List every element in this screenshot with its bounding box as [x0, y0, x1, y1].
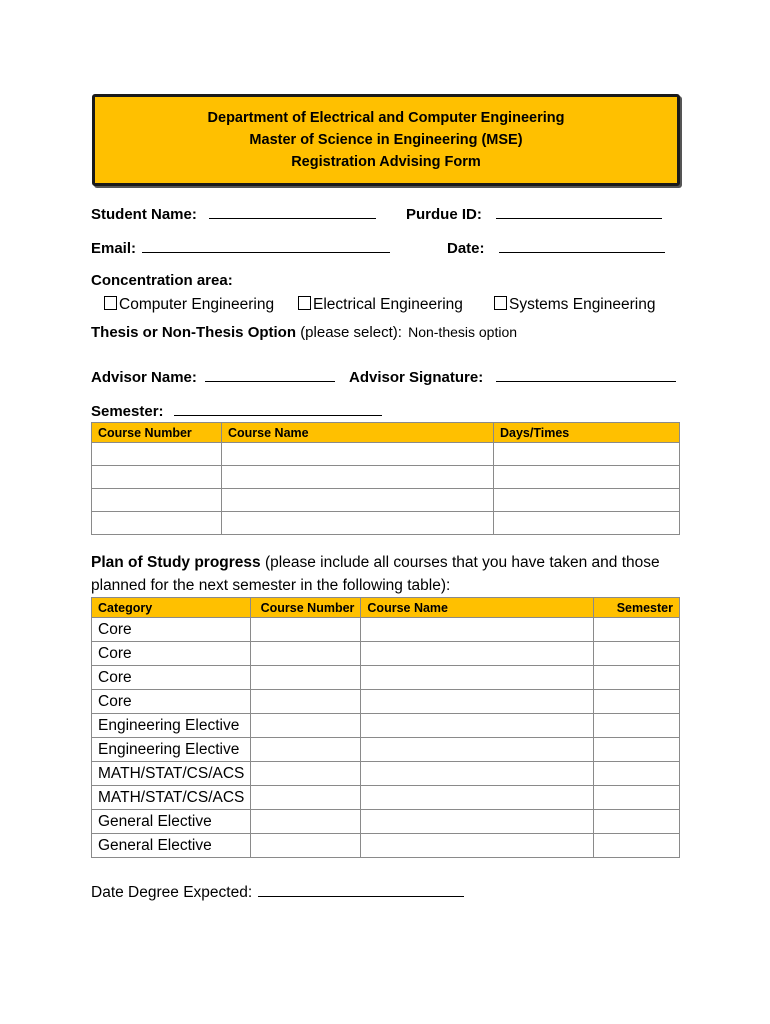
advisor-name-field[interactable] — [205, 367, 335, 382]
date-row — [447, 238, 665, 258]
category-cell: Engineering Elective — [92, 714, 251, 738]
table-cell[interactable] — [361, 642, 594, 666]
col-category: Category — [92, 598, 251, 618]
table-cell[interactable] — [251, 618, 361, 642]
option-systems-engineering[interactable]: Systems Engineering — [494, 296, 655, 314]
advisor-name-label: Advisor Name: — [91, 369, 197, 386]
purdue-id-field[interactable] — [496, 204, 662, 219]
table-cell[interactable] — [594, 690, 680, 714]
thesis-hint: (please select): — [300, 324, 402, 341]
checkbox-icon[interactable] — [298, 296, 311, 310]
table-row — [92, 690, 680, 714]
table-cell[interactable] — [594, 738, 680, 762]
form-header — [92, 94, 680, 186]
category-cell: MATH/STAT/CS/ACS — [92, 786, 251, 810]
category-cell: MATH/STAT/CS/ACS — [92, 762, 251, 786]
table-cell[interactable] — [494, 489, 680, 512]
plan-of-study-table — [91, 597, 680, 858]
semester-label: Semester: — [91, 403, 164, 420]
category-cell: Engineering Elective — [92, 738, 251, 762]
table-row — [92, 762, 680, 786]
table-cell[interactable] — [594, 642, 680, 666]
semester-row — [91, 401, 382, 421]
student-name-field[interactable] — [209, 204, 376, 219]
email-label: Email: — [91, 240, 137, 257]
table-cell[interactable] — [251, 714, 361, 738]
table-row — [92, 443, 680, 466]
category-cell: General Elective — [92, 810, 251, 834]
checkbox-icon[interactable] — [494, 296, 507, 310]
table-cell[interactable] — [251, 810, 361, 834]
table-cell[interactable] — [361, 618, 594, 642]
purdue-id-row — [406, 204, 662, 224]
col-days-times: Days/Times — [494, 423, 680, 443]
form-title: Registration Advising Form — [291, 154, 481, 170]
table-cell[interactable] — [92, 443, 222, 466]
semester-field[interactable] — [174, 401, 382, 416]
checkbox-icon[interactable] — [104, 296, 117, 310]
thesis-label: Thesis or Non-Thesis Option — [91, 324, 297, 341]
table-cell[interactable] — [251, 786, 361, 810]
table-cell[interactable] — [361, 834, 594, 858]
table-cell[interactable] — [594, 618, 680, 642]
advisor-signature-label: Advisor Signature: — [349, 369, 484, 386]
table-cell[interactable] — [361, 786, 594, 810]
thesis-select[interactable]: Non-thesis option — [408, 324, 518, 340]
table-row — [92, 512, 680, 535]
table-cell[interactable] — [222, 489, 494, 512]
table-cell[interactable] — [361, 738, 594, 762]
table-cell[interactable] — [251, 642, 361, 666]
category-cell: Core — [92, 690, 251, 714]
col-course-name: Course Name — [361, 598, 594, 618]
table-cell[interactable] — [361, 714, 594, 738]
date-field[interactable] — [499, 238, 665, 253]
table-cell[interactable] — [494, 512, 680, 535]
table-row — [92, 834, 680, 858]
table-cell[interactable] — [251, 738, 361, 762]
table-row — [92, 714, 680, 738]
table-row — [92, 738, 680, 762]
department-title: Department of Electrical and Computer Engineering — [207, 110, 565, 126]
table-cell[interactable] — [251, 834, 361, 858]
concentration-label: Concentration area: — [91, 272, 233, 289]
table-cell[interactable] — [594, 666, 680, 690]
plan-title: Plan of Study progress — [91, 554, 261, 571]
table-row — [92, 466, 680, 489]
plan-desc-1: (please include all courses that you have taken and those — [264, 554, 660, 571]
purdue-id-label: Purdue ID: — [406, 206, 482, 223]
advisor-signature-field[interactable] — [496, 367, 676, 382]
table-cell[interactable] — [92, 466, 222, 489]
plan-desc-2: planned for the next semester in the following table): — [91, 577, 451, 594]
semester-course-table — [91, 422, 680, 535]
table-cell[interactable] — [594, 810, 680, 834]
email-row — [91, 238, 390, 258]
option-computer-engineering[interactable]: Computer Engineering — [104, 296, 274, 314]
program-title: Master of Science in Engineering (MSE) — [249, 132, 523, 148]
table-cell[interactable] — [222, 512, 494, 535]
table-row — [92, 810, 680, 834]
table-row — [92, 666, 680, 690]
col-course-number: Course Number — [92, 423, 222, 443]
table-cell[interactable] — [494, 443, 680, 466]
col-course-number: Course Number — [251, 598, 361, 618]
option-electrical-engineering[interactable]: Electrical Engineering — [298, 296, 463, 314]
table-row — [92, 489, 680, 512]
date-expected-label: Date Degree Expected: — [91, 884, 253, 901]
col-semester: Semester — [594, 598, 680, 618]
table-cell[interactable] — [594, 714, 680, 738]
table-cell[interactable] — [92, 512, 222, 535]
table-cell[interactable] — [251, 690, 361, 714]
table-cell[interactable] — [361, 810, 594, 834]
table-cell[interactable] — [361, 666, 594, 690]
table-cell[interactable] — [361, 762, 594, 786]
advisor-signature-row — [349, 367, 676, 387]
category-cell: Core — [92, 618, 251, 642]
table-cell[interactable] — [251, 666, 361, 690]
table-row — [92, 618, 680, 642]
table-cell[interactable] — [92, 489, 222, 512]
category-cell: Core — [92, 666, 251, 690]
date-expected-row — [91, 882, 464, 902]
category-cell: Core — [92, 642, 251, 666]
advisor-name-row — [91, 367, 335, 387]
table-row — [92, 786, 680, 810]
table-cell[interactable] — [494, 466, 680, 489]
student-name-row — [91, 204, 376, 224]
thesis-row — [91, 324, 517, 341]
table-cell[interactable] — [594, 762, 680, 786]
table-cell[interactable] — [222, 466, 494, 489]
table-cell[interactable] — [594, 834, 680, 858]
table-row — [92, 642, 680, 666]
plan-description — [91, 551, 691, 597]
email-field[interactable] — [142, 238, 390, 253]
student-name-label: Student Name: — [91, 206, 197, 223]
category-cell: General Elective — [92, 834, 251, 858]
date-label: Date: — [447, 240, 485, 257]
table-cell[interactable] — [222, 443, 494, 466]
col-course-name: Course Name — [222, 423, 494, 443]
table-cell[interactable] — [251, 762, 361, 786]
date-expected-field[interactable] — [258, 882, 464, 897]
table-cell[interactable] — [594, 786, 680, 810]
table-cell[interactable] — [361, 690, 594, 714]
